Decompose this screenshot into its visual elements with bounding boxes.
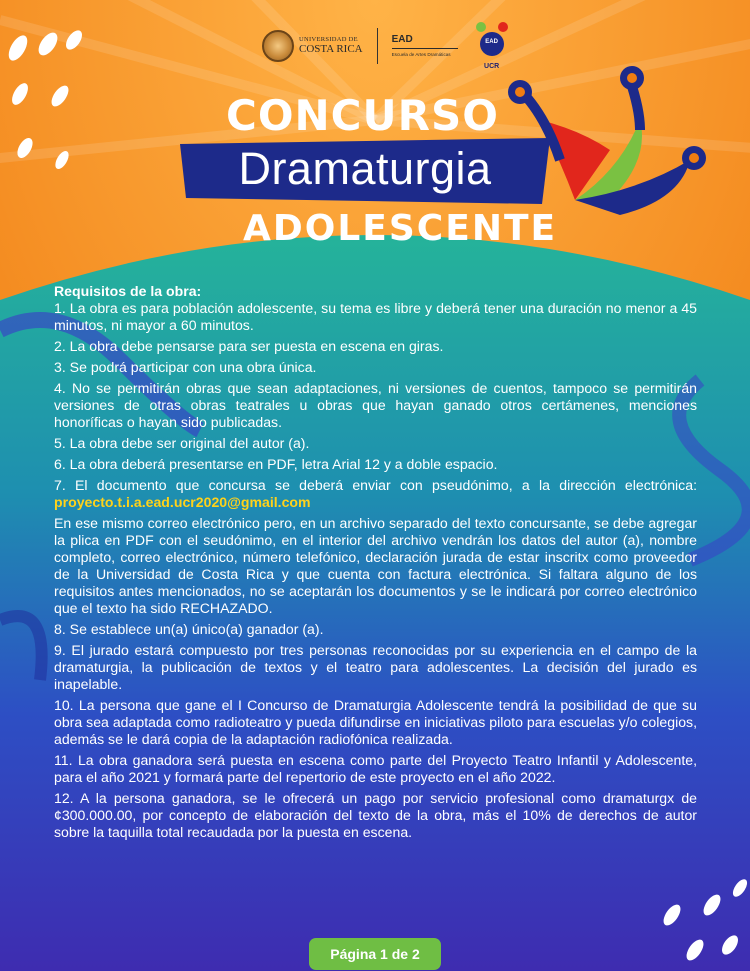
- ucr-logo-line1: UNIVERSIDAD DE: [299, 36, 358, 44]
- requirement-11: 11. La obra ganadora será puesta en escena como parte del Proyecto Teatro Infantil y Adolescente, para el año 2021 y formará parte del repertorio de este proyecto en el año 2022.: [54, 752, 697, 785]
- requirement-7: [54, 477, 697, 511]
- requirement-7-details: En ese mismo correo electrónico pero, en un archivo separado del texto concursante, se debe agregar la plica en PDF con el seudónimo, en el interior del archivo vendrán los datos del autor (a), nombre completo, correo electrónico, número telefónico, declaración jurada de estar inscritx como proveedor de la Universidad de Costa Rica y que cuenta con factura electrónica. Si faltara alguno de los requisitos antes mencionados, no se aceptarán los documentos y se le indicará por correo electrónico que el texto ha sido RECHAZADO.: [54, 515, 697, 616]
- ucr-logo: [262, 30, 363, 62]
- requirement-5: 5. La obra debe ser original del autor (a).: [54, 435, 310, 451]
- requirement-12: 12. A la persona ganadora, se le ofrecerá un pago por servicio profesional como dramaturgx de ¢300.000.00, por concepto de elaboración del texto de la obra, más el 10% de derechos de autor sobre la taquilla total recaudada por la puesta en escena.: [54, 790, 697, 840]
- requirements-heading: Requisitos de la obra:: [54, 283, 202, 299]
- requirement-9: 9. El jurado estará compuesto por tres personas reconocidas por su experiencia en el campo de la dramaturgia, la publicación de textos y el teatro para adolescentes. La decisión del jurado es inapelable.: [54, 642, 697, 692]
- ead-logo: [392, 34, 458, 57]
- requirement-6: 6. La obra deberá presentarse en PDF, letra Arial 12 y a doble espacio.: [54, 456, 498, 472]
- requirement-8: 8. Se establece un(a) único(a) ganador (a).: [54, 621, 324, 637]
- contact-email-link[interactable]: proyecto.t.i.a.ead.ucr2020@gmail.com: [54, 494, 311, 510]
- requirement-2: 2. La obra debe pensarse para ser puesta en escena en giras.: [54, 338, 444, 354]
- requirements-content: [54, 283, 697, 845]
- logo-divider: [377, 28, 378, 64]
- requirement-4: 4. No se permitirán obras que sean adaptaciones, ni versiones de cuentos, tampoco se permitirán versiones de otras obras teatrales u obras que hayan ganado otros certámenes, menciones honoríficas o hayan sido publicadas.: [54, 380, 697, 430]
- requirement-10: 10. La persona que gane el I Concurso de Dramaturgia Adolescente tendrá la posibilidad de que su obra sea adaptada como radioteatro y pueda difundirse en iniciativas piloto para escuelas y/o colegios, además se le dará copia de la adaptación radiofónica realizada.: [54, 697, 697, 747]
- page-indicator-button[interactable]: Página 1 de 2: [309, 938, 441, 970]
- header-logos: [262, 22, 512, 70]
- title-dramaturgia: Dramaturgia: [238, 143, 492, 194]
- mascot-label-bottom: UCR: [484, 63, 500, 70]
- ead-logo-title: EAD: [392, 34, 458, 49]
- ead-logo-subtitle: Escuela de Artes Dramáticas: [391, 52, 451, 58]
- requirement-1: 1. La obra es para población adolescente, su tema es libre y deberá tener una duración no menor a 45 minutos, ni mayor a 60 minutos.: [54, 300, 697, 333]
- jester-mascot-icon: [472, 22, 512, 70]
- ucr-logo-line2: COSTA RICA: [299, 42, 363, 55]
- title-concurso: CONCURSO: [226, 91, 499, 140]
- requirement-7-text: 7. El documento que concursa se deberá enviar con pseudónimo, a la dirección electrónica:: [54, 477, 697, 493]
- title-adolescente: ADOLESCENTE: [243, 208, 558, 249]
- ucr-seal-icon: [262, 30, 294, 62]
- mascot-label-top: EAD: [485, 39, 498, 45]
- requirement-3: 3. Se podrá participar con una obra única.: [54, 359, 317, 375]
